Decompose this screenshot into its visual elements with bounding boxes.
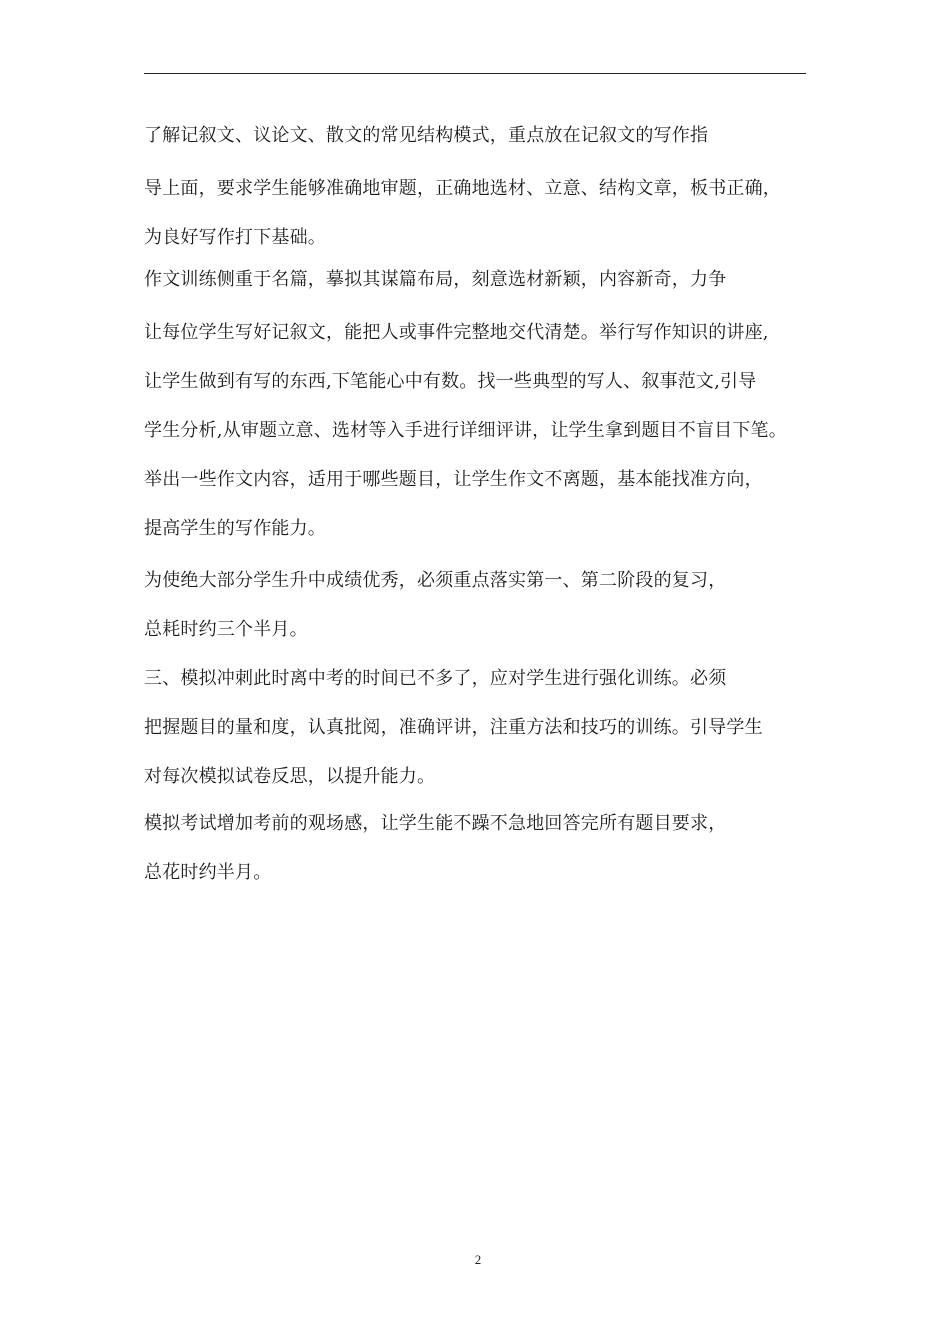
text-line: 作文训练侧重于名篇，摹拟其谋篇布局，刻意选材新颖，内容新奇，力争: [144, 269, 727, 290]
text-line: 学生分析,从审题立意、选材等入手进行详细评讲，让学生拿到题目不盲目下笔。: [144, 420, 787, 441]
text-line: 为使绝大部分学生升中成绩优秀，必须重点落实第一、第二阶段的复习，: [144, 570, 727, 591]
text-line: 对每次模拟试卷反思，以提升能力。: [144, 766, 436, 787]
text-line: 模拟考试增加考前的观场感，让学生能不躁不急地回答完所有题目要求，: [144, 813, 727, 834]
page-number: 2: [474, 1252, 482, 1267]
header-rule: [144, 73, 806, 74]
text-line: 三、模拟冲刺此时离中考的时间已不多了，应对学生进行强化训练。必须: [144, 668, 727, 689]
text-line: 导上面，要求学生能够准确地审题，正确地选材、立意、结构文章，板书正确，: [144, 178, 781, 199]
text-line: 把握题目的量和度，认真批阅，准确评讲，注重方法和技巧的训练。引导学生: [144, 717, 763, 738]
text-line: 提高学生的写作能力。: [144, 518, 326, 539]
text-line: 为良好写作打下基础。: [144, 227, 326, 248]
text-line: 让学生做到有写的东西,下笔能心中有数。找一些典型的写人、叙事范文,引导: [144, 371, 757, 392]
text-line: 总耗时约三个半月。: [144, 619, 308, 640]
text-line: 了解记叙文、议论文、散文的常见结构模式，重点放在记叙文的写作指: [144, 125, 709, 146]
text-line: 让每位学生写好记叙文，能把人或事件完整地交代清楚。举行写作知识的讲座,: [144, 322, 769, 343]
text-line: 举出一些作文内容，适用于哪些题目，让学生作文不离题，基本能找准方向，: [144, 469, 763, 490]
text-line: 总花时约半月。: [144, 862, 272, 883]
